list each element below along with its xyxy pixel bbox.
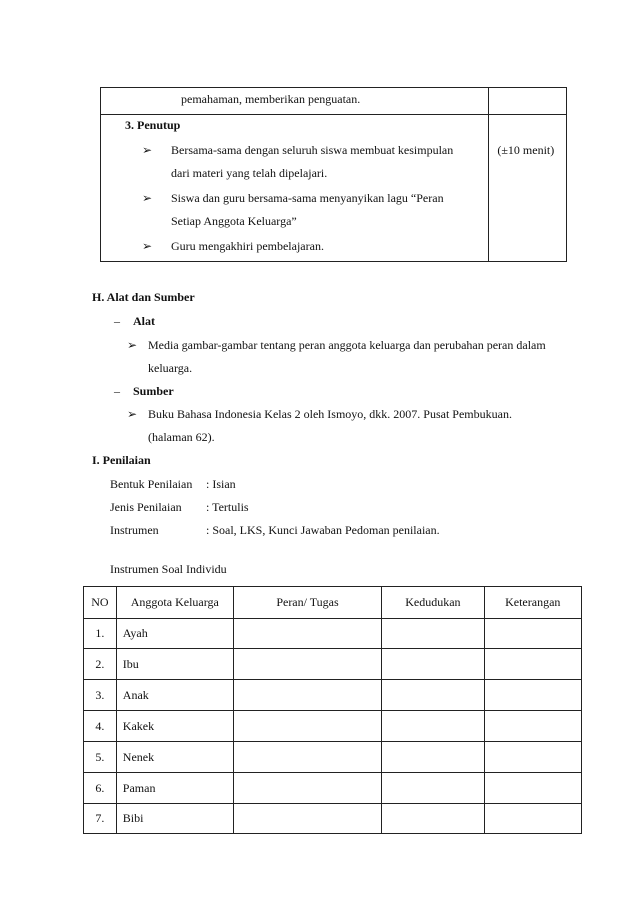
time-cell [489, 88, 567, 115]
row-no: 7. [84, 804, 117, 834]
row-keterangan-cell [484, 619, 581, 649]
table-row [84, 649, 582, 680]
row-anggota: Paman [116, 773, 233, 804]
row-keterangan-cell [484, 742, 581, 773]
activity-cell [101, 88, 489, 115]
row-peran-cell [233, 711, 381, 742]
bullet-text: dari materi yang telah dipelajari. [171, 166, 328, 180]
row-kedudukan-cell [382, 680, 484, 711]
row-peran-cell [233, 742, 381, 773]
row-no: 6. [84, 773, 117, 804]
activity-text: pemahaman, memberikan penguatan. [181, 92, 361, 106]
table-row [84, 742, 582, 773]
row-peran-cell [233, 680, 381, 711]
row-kedudukan-cell [382, 804, 484, 834]
row-anggota: Anak [116, 680, 233, 711]
row-keterangan-cell [484, 649, 581, 680]
row-anggota: Bibi [116, 804, 233, 834]
row-anggota: Nenek [116, 742, 233, 773]
time-estimate: (±10 menit) [497, 143, 555, 157]
row-no: 1. [84, 619, 117, 649]
bullet-text: Siswa dan guru bersama-sama menyanyikan lagu “Peran [171, 191, 444, 205]
alat-text: Media gambar-gambar tentang peran anggota keluarga dan perubahan peran dalam [148, 338, 546, 352]
alat-label: Alat [133, 314, 155, 328]
row-peran-cell [233, 649, 381, 680]
row-anggota: Ayah [116, 619, 233, 649]
row-kedudukan-cell [382, 773, 484, 804]
penilaian-label: Jenis Penilaian [110, 500, 182, 514]
bullet-text: Bersama-sama dengan seluruh siswa membuat kesimpulan [171, 143, 454, 157]
header-kedudukan: Kedudukan [382, 587, 484, 619]
table-row [84, 711, 582, 742]
sumber-text: Buku Bahasa Indonesia Kelas 2 oleh Ismoyo, dkk. 2007. Pusat Pembukuan. [148, 407, 512, 421]
bullet-text: Guru mengakhiri pembelajaran. [171, 239, 324, 253]
penilaian-label: Instrumen [110, 523, 159, 537]
penilaian-value: : Isian [206, 477, 236, 491]
row-no: 4. [84, 711, 117, 742]
row-anggota: Ibu [116, 649, 233, 680]
bullet-arrow-icon: ➢ [127, 407, 138, 421]
penutup-cell [101, 115, 489, 262]
section-h-heading: H. Alat dan Sumber [92, 290, 195, 304]
soal-table [83, 586, 582, 834]
header-peran: Peran/ Tugas [233, 587, 381, 619]
table-row [84, 680, 582, 711]
activity-table [100, 87, 567, 262]
time-cell [489, 115, 567, 262]
penilaian-value: : Soal, LKS, Kunci Jawaban Pedoman penilaian. [206, 523, 440, 537]
table-header-row [84, 587, 582, 619]
row-kedudukan-cell [382, 649, 484, 680]
row-keterangan-cell [484, 711, 581, 742]
header-no: NO [84, 587, 117, 619]
table-row [84, 619, 582, 649]
alat-text: keluarga. [148, 361, 193, 375]
instrumen-title: Instrumen Soal Individu [110, 562, 227, 576]
sumber-label: Sumber [133, 384, 174, 398]
row-keterangan-cell [484, 804, 581, 834]
table-row [84, 804, 582, 834]
row-keterangan-cell [484, 773, 581, 804]
penilaian-label: Bentuk Penilaian [110, 477, 193, 491]
dash-icon: – [114, 384, 120, 398]
bullet-arrow-icon: ➢ [142, 191, 153, 205]
bullet-arrow-icon: ➢ [142, 143, 153, 157]
table-row [84, 773, 582, 804]
row-peran-cell [233, 804, 381, 834]
row-kedudukan-cell [382, 619, 484, 649]
bullet-arrow-icon: ➢ [142, 239, 153, 253]
row-kedudukan-cell [382, 711, 484, 742]
row-peran-cell [233, 773, 381, 804]
penutup-heading: 3. Penutup [125, 118, 181, 132]
bullet-text: Setiap Anggota Keluarga” [171, 214, 297, 228]
header-keterangan: Keterangan [484, 587, 581, 619]
row-no: 3. [84, 680, 117, 711]
sumber-text: (halaman 62). [148, 430, 215, 444]
dash-icon: – [114, 314, 120, 328]
penilaian-value: : Tertulis [206, 500, 249, 514]
row-no: 2. [84, 649, 117, 680]
header-anggota: Anggota Keluarga [116, 587, 233, 619]
bullet-arrow-icon: ➢ [127, 338, 138, 352]
row-peran-cell [233, 619, 381, 649]
row-anggota: Kakek [116, 711, 233, 742]
row-keterangan-cell [484, 680, 581, 711]
row-no: 5. [84, 742, 117, 773]
row-kedudukan-cell [382, 742, 484, 773]
section-i-heading: I. Penilaian [92, 453, 151, 467]
